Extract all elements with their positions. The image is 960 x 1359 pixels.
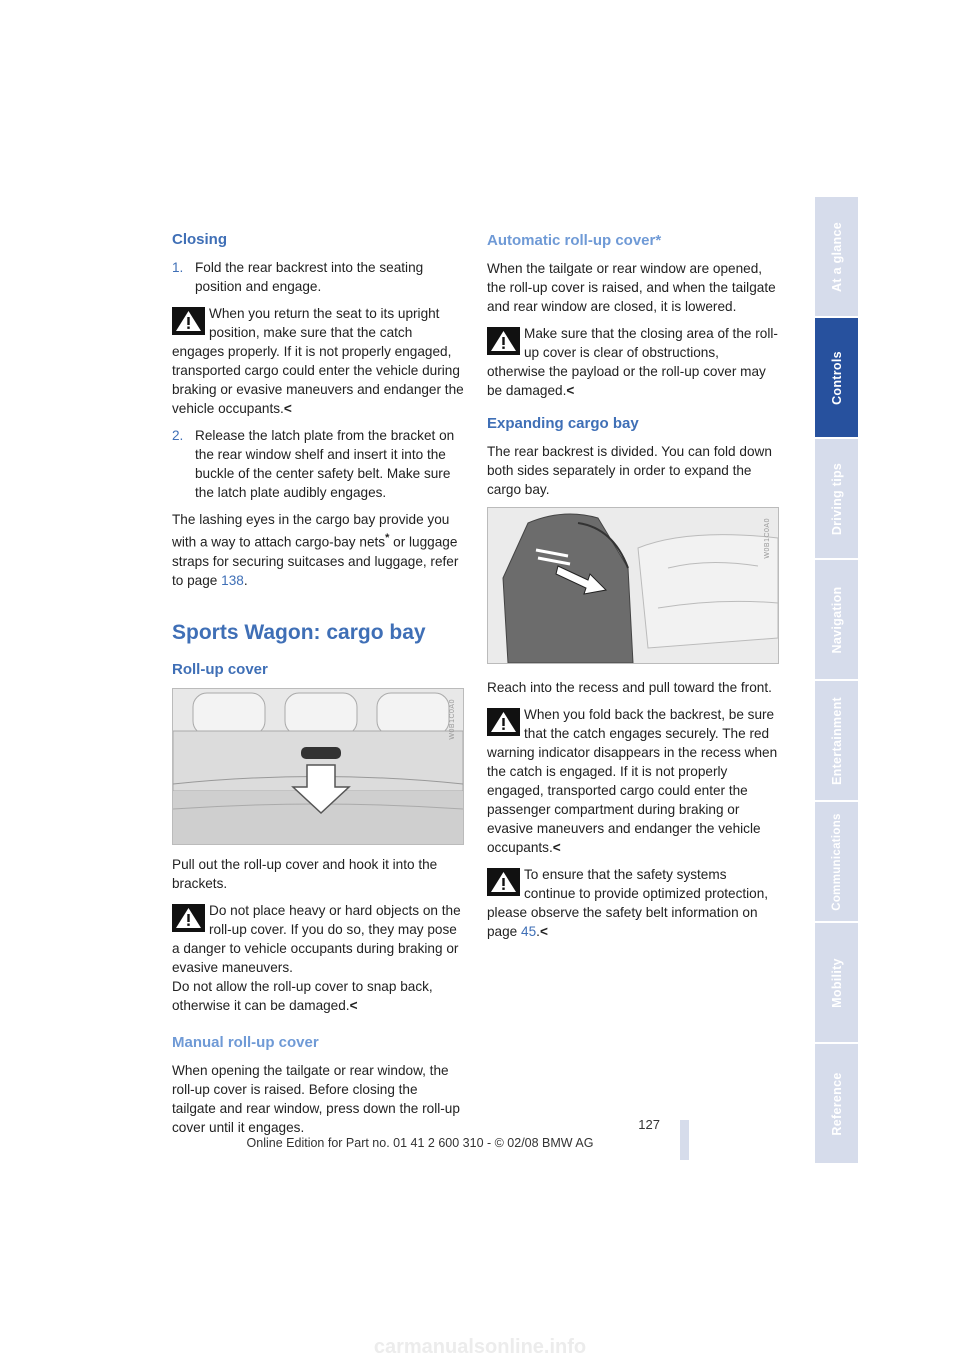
lashing-text-c: . bbox=[243, 572, 248, 588]
tab-label: Entertainment bbox=[829, 696, 844, 785]
tab-label: Controls bbox=[829, 350, 844, 405]
warning-icon bbox=[172, 904, 205, 932]
warning-5-text: To ensure that the safety systems continue to provide optimized protection, please observe the safety belt information on page bbox=[487, 867, 769, 939]
warning-icon bbox=[487, 327, 520, 355]
rollup-heading: Roll-up cover bbox=[172, 660, 268, 678]
tab-reference[interactable] bbox=[815, 1044, 858, 1163]
tab-label: Driving tips bbox=[829, 462, 844, 535]
tab-mobility[interactable] bbox=[815, 923, 858, 1042]
closing-heading: Closing bbox=[172, 231, 227, 248]
manual-rollup-heading: Manual roll-up cover bbox=[172, 1033, 319, 1051]
step-2-number: 2. bbox=[172, 428, 184, 443]
warning-2 bbox=[172, 901, 464, 1015]
tab-communications[interactable] bbox=[815, 802, 858, 921]
warning-3-text: Make sure that the closing area of the roll-up cover is clear of obstructions, otherwise the payload or the roll-up cover may be damaged. bbox=[487, 326, 778, 398]
reach-text: Reach into the recess and pull toward the front. bbox=[487, 680, 772, 695]
page-link-138[interactable]: 138 bbox=[221, 572, 244, 588]
warning-icon bbox=[487, 868, 520, 896]
warning-4-text: When you fold back the backrest, be sure that the catch engages securely. The red warning indicator disappears in the recess when the catch is engaged. If it is not properly engaged, transported cargo could enter the passenger compartment during braking or evasive maneuvers and endanger the vehicle occupants. bbox=[487, 707, 778, 855]
section-heading: Sports Wagon: cargo bay bbox=[172, 620, 426, 644]
right-column bbox=[487, 231, 779, 949]
warning-4 bbox=[487, 705, 779, 857]
step-1-text: Fold the rear backrest into the seating position and engage. bbox=[195, 260, 424, 294]
chapter-tabs bbox=[815, 197, 858, 1165]
page-number: 127 bbox=[638, 1117, 660, 1132]
tab-entertainment[interactable] bbox=[815, 681, 858, 800]
end-marker: < bbox=[539, 924, 548, 939]
pull-text: Pull out the roll-up cover and hook it into the brackets. bbox=[172, 856, 438, 891]
step-2-text: Release the latch plate from the bracket on the rear window shelf and insert it into the buckle of the center safety belt. Make sure the latch plate audibly engages. bbox=[195, 428, 455, 500]
lashing-text-a: The lashing eyes in the cargo bay provide you with a way to attach cargo-bay nets bbox=[172, 512, 450, 550]
watermark: carmanualsonline.info bbox=[373, 1336, 587, 1358]
warning-1 bbox=[172, 304, 464, 418]
warning-5 bbox=[487, 865, 779, 941]
end-marker: < bbox=[283, 401, 292, 416]
tab-label: Reference bbox=[829, 1071, 844, 1136]
figure-code: W0B1C0A0 bbox=[449, 698, 456, 740]
expanding-cargo-text: The rear backrest is divided. You can fold down both sides separately in order to expand the cargo bay. bbox=[487, 444, 772, 497]
tab-driving-tips[interactable] bbox=[815, 439, 858, 558]
tab-controls[interactable] bbox=[815, 318, 858, 437]
page-link-45[interactable]: 45 bbox=[521, 924, 537, 939]
step-1-number: 1. bbox=[172, 260, 184, 275]
warning-icon bbox=[487, 708, 520, 736]
manual-rollup-text: When opening the tailgate or rear window, the roll-up cover is raised. Before closing the tailgate and rear window, press down the roll-up cover until it engages. bbox=[172, 1062, 460, 1135]
tab-label: Communications bbox=[830, 812, 843, 911]
lashing-text-b: or luggage straps for securing suitcases and luggage, refer to page bbox=[172, 534, 459, 588]
tab-at-a-glance[interactable] bbox=[815, 197, 858, 316]
end-marker: < bbox=[566, 383, 575, 398]
tab-label: At a glance bbox=[829, 221, 844, 292]
warning-5-period: . bbox=[536, 924, 540, 939]
warning-icon bbox=[172, 307, 205, 335]
footer-text: Online Edition for Part no. 01 41 2 600 310 - © 02/08 BMW AG bbox=[246, 1136, 594, 1150]
step-2 bbox=[172, 426, 464, 502]
rollup-cover-illustration bbox=[173, 689, 463, 844]
rollup-cover-figure bbox=[172, 688, 464, 845]
tab-label: Mobility bbox=[829, 957, 844, 1008]
tab-navigation[interactable] bbox=[815, 560, 858, 679]
warning-2-text-2: Do not allow the roll-up cover to snap back, otherwise it can be damaged. bbox=[172, 978, 433, 1013]
automatic-rollup-heading: Automatic roll-up cover* bbox=[487, 232, 662, 249]
step-1 bbox=[172, 258, 464, 296]
backrest-figure bbox=[487, 507, 779, 664]
left-column bbox=[172, 230, 464, 1145]
figure-code: W0B1C0A0 bbox=[764, 518, 771, 559]
warning-1-text: When you return the seat to its upright position, make sure that the catch engages properly. If it is not properly engaged, transported cargo could enter the vehicle during braking or evasive maneuvers and endanger the vehicle occupants. bbox=[172, 306, 464, 416]
expanding-cargo-heading: Expanding cargo bay bbox=[487, 415, 639, 432]
optional-star: * bbox=[385, 532, 390, 544]
end-marker: < bbox=[552, 840, 561, 855]
tab-label: Navigation bbox=[829, 586, 844, 653]
warning-3 bbox=[487, 324, 779, 400]
lashing-paragraph bbox=[172, 510, 464, 590]
end-marker: < bbox=[349, 997, 358, 1013]
page-bar bbox=[680, 1120, 689, 1160]
warning-2-text: Do not place heavy or hard objects on the roll-up cover. If you do so, they may pose a danger to vehicle occupants during braking or evasive maneuvers. bbox=[172, 902, 461, 975]
backrest-illustration bbox=[488, 508, 778, 663]
automatic-rollup-text: When the tailgate or rear window are opened, the roll-up cover is raised, and when the tailgate and rear window are closed, it is lowered. bbox=[487, 261, 776, 314]
